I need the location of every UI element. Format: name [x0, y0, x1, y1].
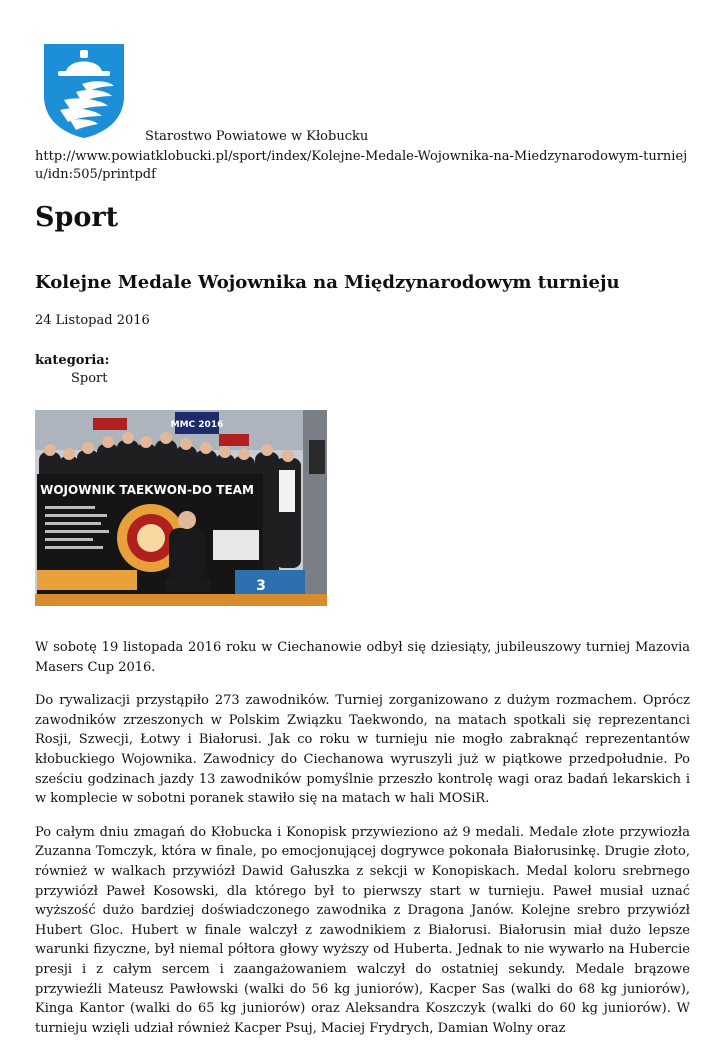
- article-paragraph: W sobotę 19 listopada 2016 roku w Ciechanowie odbył się dziesiąty, jubileuszowy turniej Mazovia Masers Cup 2016.: [35, 640, 690, 675]
- banner-text: WOJOWNIK TAEKWON-DO TEAM: [40, 483, 254, 497]
- team-photo: [35, 410, 327, 606]
- category-value: Sport: [71, 371, 108, 386]
- source-url[interactable]: http://www.powiatklobucki.pl/sport/index/Kolejne-Medale-Wojownika-na-Miedzynarodowym-turnieju/idn:505/printpdf: [35, 149, 688, 182]
- organization-name: Starostwo Powiatowe w Kłobucku: [145, 129, 369, 144]
- category-label: kategoria:: [35, 353, 110, 368]
- article-body: [35, 638, 690, 1052]
- article-paragraph: Do rywalizacji przystąpiło 273 zawodników. Turniej zorganizowano z dużym rozmachem. Oprócz zawodników zrzeszonych w Polskim Związku Taekwondo, na matach spotkali się reprezentanci Rosji, Szwecji, Łotwy i Białorusi. Jak co roku w turnieju nie mogło zabraknąć reprezentantów kłobuckiego Wojownika. Zawodnicy do Ciechanowa wyruszyli już w piątkowe przedpołudnie. Po sześciu godzinach jazdy 13 zawodników pomyślnie przeszło kontrolę wagi oraz badań lekarskich i w komplecie w sobotni poranek stawiło się na matach w hali MOSiR.: [35, 693, 690, 807]
- section-title: Sport: [35, 202, 119, 233]
- podium-number: 3: [256, 578, 266, 594]
- article-paragraph: Po całym dniu zmagań do Kłobucka i Konopisk przywieziono aż 9 medali. Medale złote przywiozła Zuzanna Tomczyk, która w finale, po emocjonującej dogrywce pokonała Białorusinkę. Drugie złoto, również w walkach przywiózł Dawid Gałuszka z sekcji w Konopiskach. Medal koloru srebrnego przywiózł Paweł Kosowski, dla którego był to pierwszy start w turnieju. Paweł musiał uznać wyższość dużo bardziej doświadczonego zawodnika z Dragona Janów. Kolejne srebro przywiózł Hubert Gloc. Hubert w finale walczył z zawodnikiem z Białorusi. Białorusin miał dużo lepsze warunki fizyczne, był niemal półtora głowy wyższy od Huberta. Jednak to nie wywarło na Hubercie presji i z całym sercem i zaangażowaniem walczył do ostatniej sekundy. Medale brązowe przywieźli Mateusz Pawłowski (walki do 56 kg juniorów), Kacper Sas (walki do 68 kg juniorów), Kinga Kantor (walki do 65 kg juniorów) oraz Aleksandra Koszczyk (walki do 60 kg juniorów). W turnieju wzięli udział również Kacper Psuj, Maciej Frydrych, Damian Wolny oraz: [35, 824, 690, 1036]
- article-title: Kolejne Medale Wojownika na Międzynarodowym turnieju: [35, 272, 620, 293]
- article-date: 24 Listopad 2016: [35, 313, 150, 328]
- photo-top-sign: MMC 2016: [170, 420, 224, 430]
- coat-of-arms-icon: [42, 42, 126, 138]
